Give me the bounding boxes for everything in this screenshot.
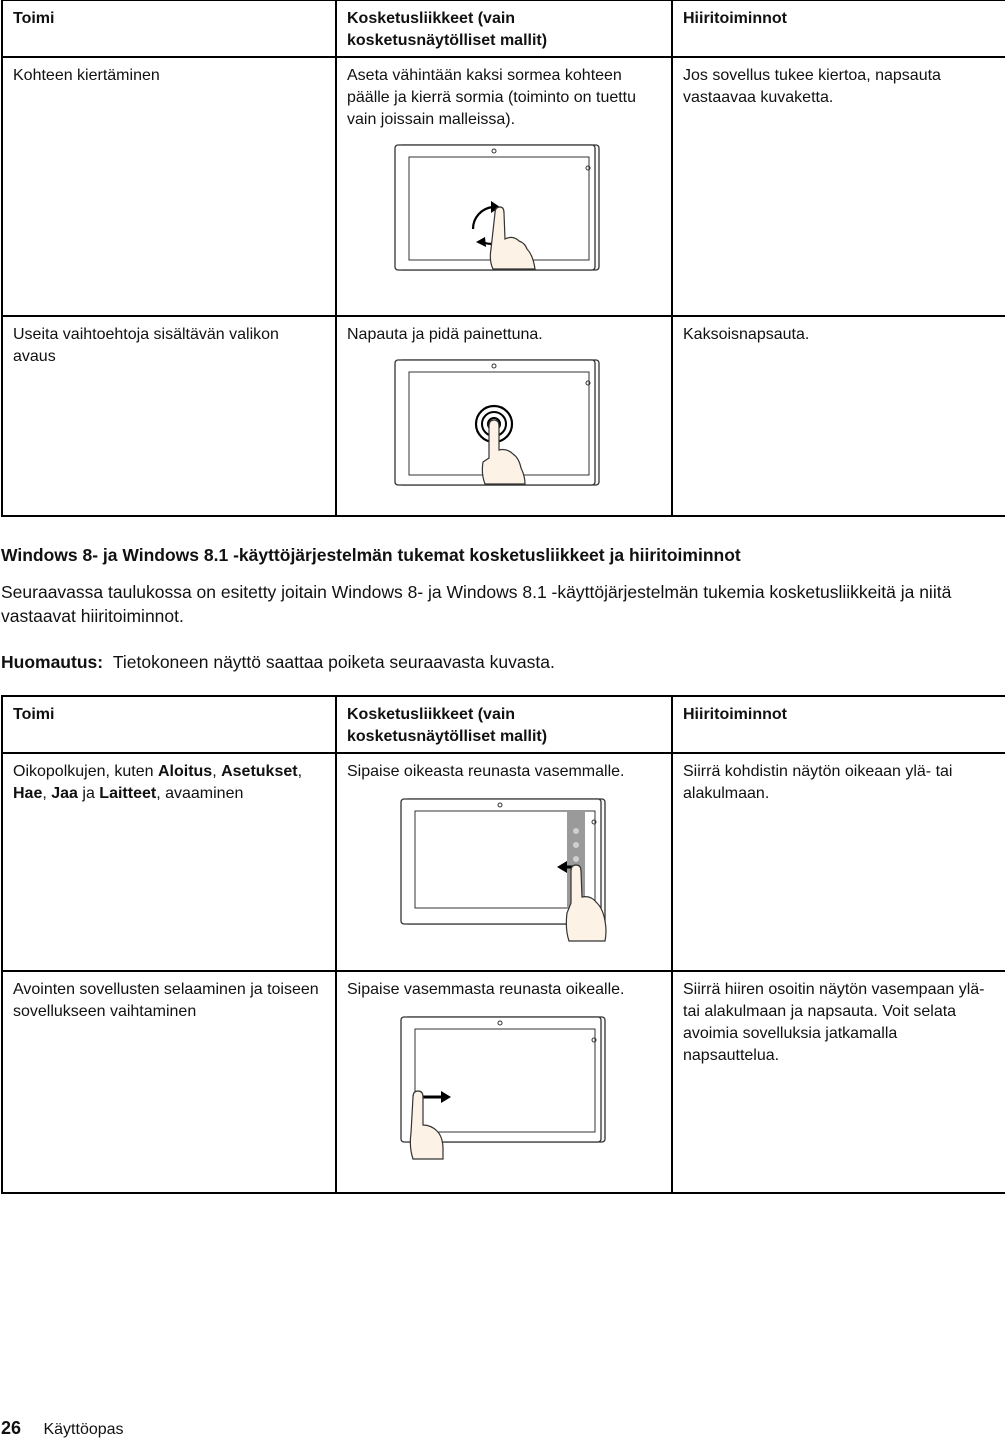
table-header-row bbox=[2, 0, 1005, 57]
table-row bbox=[2, 57, 1005, 316]
tap-and-hold-gesture-icon bbox=[393, 358, 603, 492]
note bbox=[1, 650, 981, 674]
header-action: Toimi bbox=[2, 696, 336, 753]
header-action: Toimi bbox=[2, 0, 336, 57]
note-label: Huomautus: bbox=[1, 652, 104, 672]
row-touch: Sipaise vasemmasta reunasta oikealle. bbox=[347, 981, 625, 998]
table-row bbox=[2, 316, 1005, 516]
row-mouse: Siirrä hiiren osoitin näytön vasempaan ylä- tai alakulmaan ja napsauta. Voit selata avoimia sovelluksia jatkamalla napsauttelua. bbox=[672, 971, 1005, 1193]
row-mouse: Jos sovellus tukee kiertoa, napsauta vastaavaa kuvaketta. bbox=[672, 57, 1005, 316]
section-title: Windows 8- ja Windows 8.1 -käyttöjärjestelmän tukemat kosketusliikkeet ja hiiritoiminnot bbox=[1, 545, 741, 565]
page-number: 26 bbox=[1, 1418, 22, 1438]
row-mouse: Siirrä kohdistin näytön oikeaan ylä- tai alakulmaan. bbox=[672, 753, 1005, 971]
gesture-table-1 bbox=[1, 0, 1005, 517]
row-action: Useita vaihtoehtoja sisältävän valikon avaus bbox=[2, 316, 336, 516]
row-action: Avointen sovellusten selaaminen ja toiseen sovellukseen vaihtaminen bbox=[2, 971, 336, 1193]
swipe-from-left-gesture-icon bbox=[399, 1015, 609, 1161]
row-mouse: Kaksoisnapsauta. bbox=[672, 316, 1005, 516]
rotate-gesture-icon bbox=[393, 143, 603, 277]
note-text: Tietokoneen näyttö saattaa poiketa seuraavasta kuvasta. bbox=[112, 652, 555, 672]
header-touch: Kosketusliikkeet (vain kosketusnäytölliset mallit) bbox=[336, 0, 672, 57]
row-touch-cell bbox=[336, 57, 672, 316]
row-touch: Sipaise oikeasta reunasta vasemmalle. bbox=[347, 763, 625, 780]
swipe-from-right-gesture-icon bbox=[399, 797, 609, 943]
row-touch-cell bbox=[336, 316, 672, 516]
gesture-table-2 bbox=[1, 695, 1005, 1194]
row-touch-cell bbox=[336, 971, 672, 1193]
row-touch: Aseta vähintään kaksi sormea kohteen päälle ja kierrä sormia (toiminto on tuettu vain joissain malleissa). bbox=[347, 67, 637, 128]
row-touch: Napauta ja pidä painettuna. bbox=[347, 326, 543, 343]
doc-title: Käyttöopas bbox=[43, 1421, 124, 1438]
table-row bbox=[2, 753, 1005, 971]
row-action: Kohteen kiertäminen bbox=[2, 57, 336, 316]
header-touch: Kosketusliikkeet (vain kosketusnäytölliset mallit) bbox=[336, 696, 672, 753]
table-header-row bbox=[2, 696, 1005, 753]
row-touch-cell bbox=[336, 753, 672, 971]
table-row bbox=[2, 971, 1005, 1193]
header-mouse: Hiiritoiminnot bbox=[672, 696, 1005, 753]
page-footer bbox=[1, 1418, 124, 1439]
header-mouse: Hiiritoiminnot bbox=[672, 0, 1005, 57]
section-intro: Seuraavassa taulukossa on esitetty joitain Windows 8- ja Windows 8.1 -käyttöjärjestelmän tukemia kosketusliikkeitä ja niitä vastaavat hiiritoiminnot. bbox=[1, 582, 952, 626]
row-action: Oikopolkujen, kuten Aloitus, Asetukset, Hae, Jaa ja Laitteet, avaaminen bbox=[2, 753, 336, 971]
